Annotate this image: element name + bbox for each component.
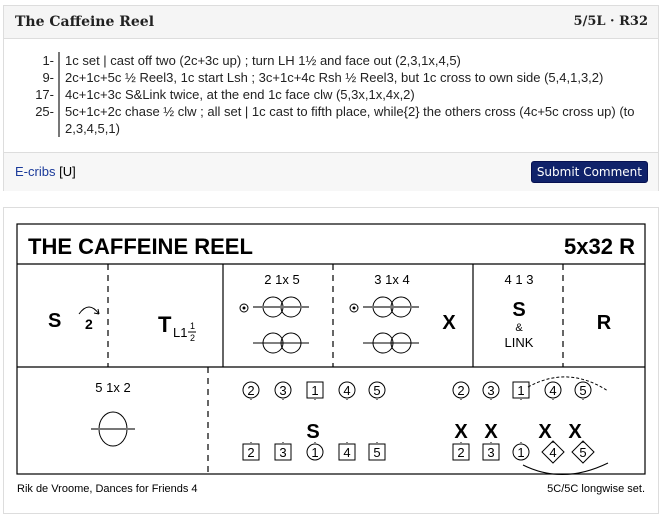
dancer-number: 5 [373, 445, 381, 460]
fraction-den: 2 [190, 333, 196, 343]
dancer-number: 1 [517, 383, 525, 398]
cross-symbol: X [538, 421, 552, 443]
crib-line: 1c set | cast off two (2c+3c up) ; turn LH 1½ and face out (2,3,1x,4,5) [58, 52, 640, 69]
dancer-number: 4 [343, 383, 351, 398]
chase-icon [91, 412, 135, 446]
cross-path-icon [523, 463, 608, 475]
link-label: 4 1 3 [504, 272, 534, 287]
crib-line: 5c+1c+2c chase ½ clw ; all set | 1c cast to fifth place, while{2} the others cross (4c+5c cross up) (to 2,3,4,5,1) [58, 103, 640, 137]
cross-symbol: X [442, 312, 456, 334]
crib-line: 2c+1c+5c ½ Reel3, 1c start Lsh ; 3c+1c+4c Rsh ½ Reel3, but 1c cross to own side (5,4,1,3,2) [58, 69, 640, 86]
crib-row [18, 86, 640, 103]
cross-symbol: X [454, 421, 468, 443]
dancer-number: 2 [247, 445, 255, 460]
cast-path-icon [528, 377, 608, 391]
dancer-number: 4 [549, 445, 557, 460]
bar-number: 9- [42, 70, 54, 85]
dancer-number: 5 [579, 383, 587, 398]
dance-code: 5/5L · R32 [573, 14, 648, 29]
diagram-source: Rik de Vroome, Dances for Friends 4 [17, 483, 198, 495]
turn-hand: L1 [173, 325, 188, 340]
diagram-set-type: 5C/5C longwise set. [547, 483, 645, 495]
link-s: S [512, 299, 526, 321]
bar-number: 1- [42, 53, 54, 68]
reel-symbol: R [596, 312, 612, 334]
diagram-card [3, 207, 659, 514]
dancer-number: 2 [457, 383, 465, 398]
card-footer [4, 152, 658, 191]
link-word: LINK [504, 335, 534, 350]
chase-label: 5 1x 2 [95, 380, 131, 395]
dancer-number: 2 [457, 445, 465, 460]
link-amp: & [515, 322, 523, 334]
bar-number: 25- [35, 104, 54, 119]
crib-row [18, 69, 640, 86]
dancer-number: 4 [549, 383, 557, 398]
reel1-label: 2 1x 5 [264, 272, 300, 287]
all-set-symbol: S [306, 421, 320, 443]
crib-line: 4c+1c+3c S&Link twice, at the end 1c face clw (5,3x,1x,4x,2) [58, 86, 640, 103]
ecribs-u: [U] [59, 164, 76, 179]
submit-comment-button[interactable]: Submit Comment [531, 161, 648, 183]
crib-card [3, 5, 659, 191]
dancer-number: 3 [279, 383, 287, 398]
dancer-number: 4 [343, 445, 351, 460]
turn-symbol: T [158, 312, 172, 337]
fraction-num: 1 [190, 321, 196, 331]
dancer-number: 1 [517, 445, 525, 460]
ecribs-link[interactable]: E-cribs [15, 164, 56, 179]
dancer-number: 5 [579, 445, 587, 460]
reel2-label: 3 1x 4 [374, 272, 410, 287]
dancer-number: 1 [311, 445, 319, 460]
dance-diagram [3, 207, 657, 512]
dancer-number: 3 [487, 445, 495, 460]
dance-title: The Caffeine Reel [15, 14, 155, 30]
crib-text [18, 52, 640, 137]
cast-places: 2 [85, 316, 93, 332]
diagram-format: 5x32 R [564, 234, 635, 259]
cross-symbol: X [568, 421, 582, 443]
bar-number: 17- [35, 87, 54, 102]
diagram-title: THE CAFFEINE REEL [28, 234, 253, 259]
set-symbol: S [48, 310, 62, 332]
dancer-number: 2 [247, 383, 255, 398]
dancer-number: 3 [279, 445, 287, 460]
crib-row [18, 103, 640, 137]
cross-symbol: X [484, 421, 498, 443]
dancer-number: 3 [487, 383, 495, 398]
crib-row [18, 52, 640, 69]
dancer-number: 5 [373, 383, 381, 398]
dancer-number: 1 [311, 383, 319, 398]
reel-icon [240, 297, 419, 353]
card-header [4, 6, 658, 39]
